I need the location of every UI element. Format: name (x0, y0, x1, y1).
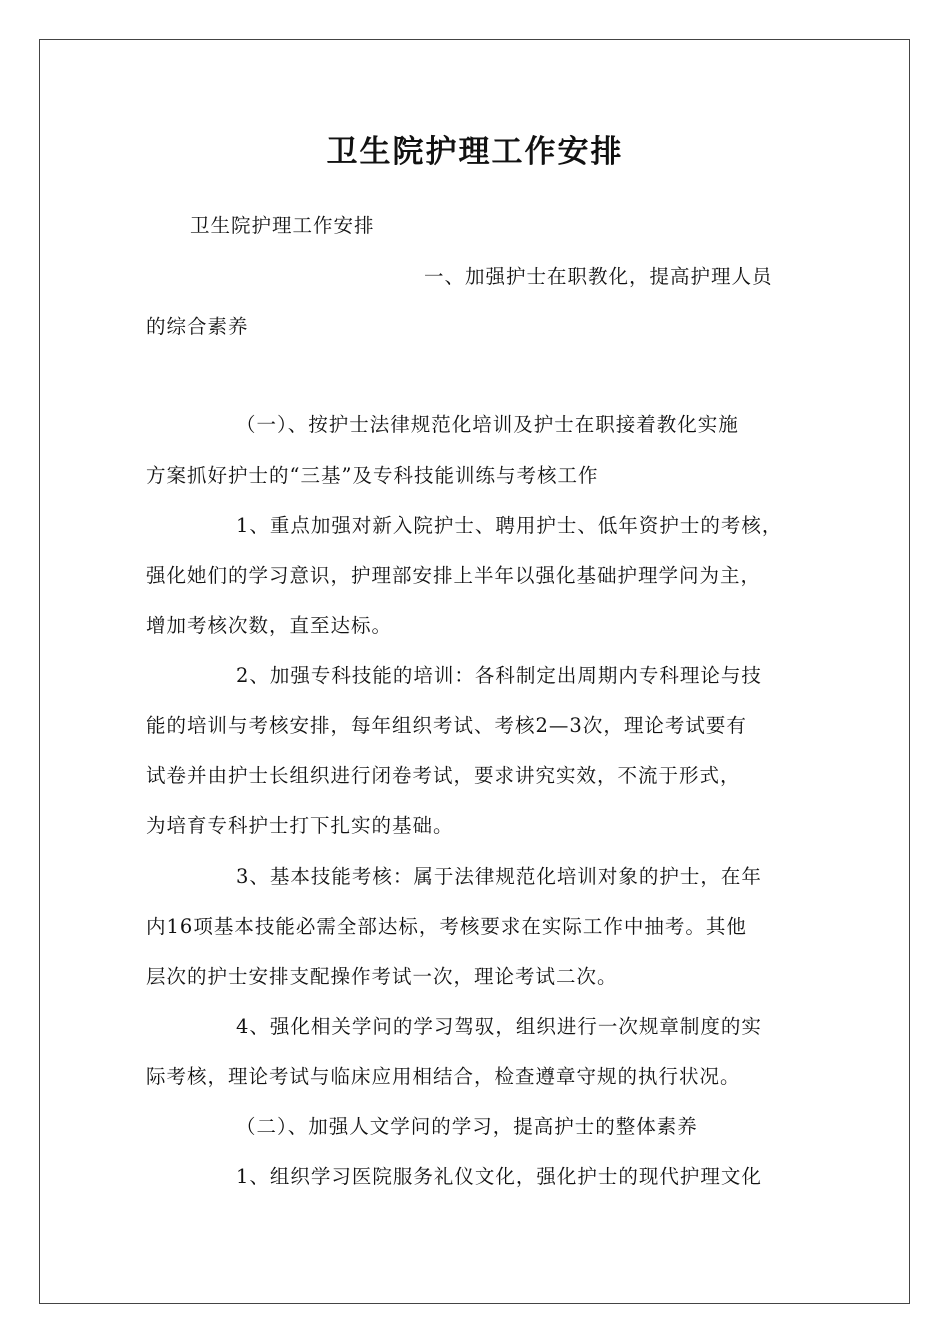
section-heading-line: （二）、加强人文学问的学习，提高护士的整体素养 (236, 1115, 698, 1138)
paragraph-line: 1、重点加强对新入院护士、聘用护士、低年资护士的考核， (236, 514, 783, 537)
paragraph-line: 能的培训与考核安排，每年组织考试、考核2—3次，理论考试要有 (146, 714, 747, 737)
paragraph-line: 内16项基本技能必需全部达标，考核要求在实际工作中抽考。其他 (146, 915, 747, 938)
subtitle-line: 卫生院护理工作安排 (190, 214, 375, 237)
paragraph-line: 强化她们的学习意识，护理部安排上半年以强化基础护理学问为主， (146, 564, 762, 587)
paragraph-line: 方案抓好护士的“三基”及专科技能训练与考核工作 (146, 464, 599, 487)
paragraph-line: 1、组织学习医院服务礼仪文化，强化护士的现代护理文化 (236, 1165, 762, 1188)
document-title: 卫生院护理工作安排 (326, 134, 624, 170)
paragraph-line: 试卷并由护士长组织进行闭卷考试，要求讲究实效，不流于形式， (146, 764, 741, 787)
paragraph-line: 为培育专科护士打下扎实的基础。 (146, 814, 454, 837)
section-heading-line: 的综合素养 (146, 315, 249, 338)
paragraph-line: （一）、按护士法律规范化培训及护士在职接着教化实施 (236, 413, 739, 436)
section-heading-line: 一、加强护士在职教化，提高护理人员 (424, 265, 773, 288)
paragraph-line: 增加考核次数，直至达标。 (146, 614, 393, 637)
paragraph-line: 4、强化相关学问的学习驾驭，组织进行一次规章制度的实 (236, 1015, 762, 1038)
paragraph-line: 层次的护士安排支配操作考试一次，理论考试二次。 (146, 965, 618, 988)
paragraph-line: 3、基本技能考核：属于法律规范化培训对象的护士，在年 (236, 865, 762, 888)
paragraph-line: 2、加强专科技能的培训：各科制定出周期内专科理论与技 (236, 664, 762, 687)
paragraph-line: 际考核，理论考试与临床应用相结合，检查遵章守规的执行状况。 (146, 1065, 741, 1088)
